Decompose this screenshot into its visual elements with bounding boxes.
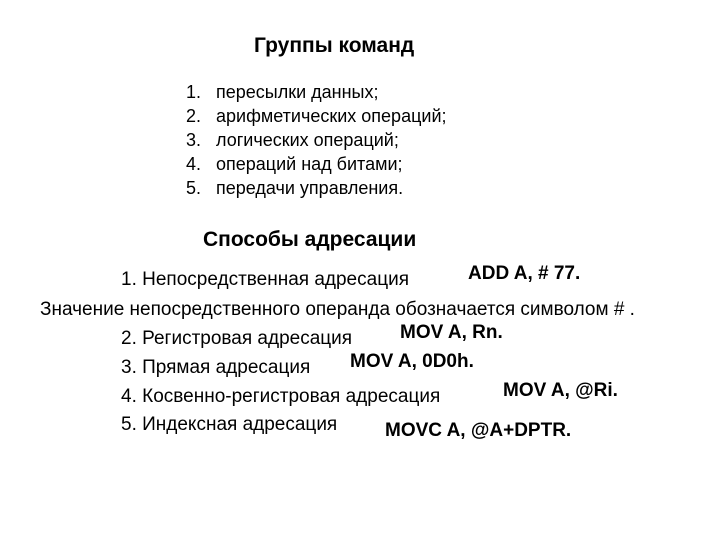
mode-label-register: 2. Регистровая адресация: [121, 328, 353, 349]
list-item-text: арифметических операций;: [216, 106, 447, 126]
mode-label-direct: 3. Прямая адресация: [121, 357, 311, 378]
list-item-number: 4.: [186, 154, 202, 174]
list-item-number: 1.: [186, 82, 202, 102]
mode-label-indirect-register: 4. Косвенно-регистровая адресация: [121, 386, 441, 407]
mode-label-immediate: 1. Непосредственная адресация: [121, 269, 409, 290]
list-item-text: пересылки данных;: [216, 82, 379, 102]
mode-code-register: MOV A, Rn.: [400, 322, 503, 343]
immediate-operand-note: Значение непосредственного операнда обозначается символом # .: [40, 299, 635, 320]
list-item-text: операций над битами;: [216, 154, 403, 174]
mode-code-immediate: ADD A, # 77.: [468, 263, 581, 284]
mode-code-indexed: MOVC A, @A+DPTR.: [385, 420, 572, 441]
mode-code-direct: MOV A, 0D0h.: [350, 351, 474, 372]
list-item-text: логических операций;: [216, 130, 399, 150]
list-item-number: 5.: [186, 178, 202, 198]
list-item-number: 2.: [186, 106, 202, 126]
section-title-command-groups: Группы команд: [254, 34, 415, 57]
mode-code-indirect-register: MOV A, @Ri.: [503, 380, 618, 401]
mode-label-indexed: 5. Индексная адресация: [121, 414, 338, 435]
list-item-number: 3.: [186, 130, 202, 150]
list-item-text: передачи управления.: [216, 178, 404, 198]
section-title-addressing-modes: Способы адресации: [203, 228, 417, 251]
